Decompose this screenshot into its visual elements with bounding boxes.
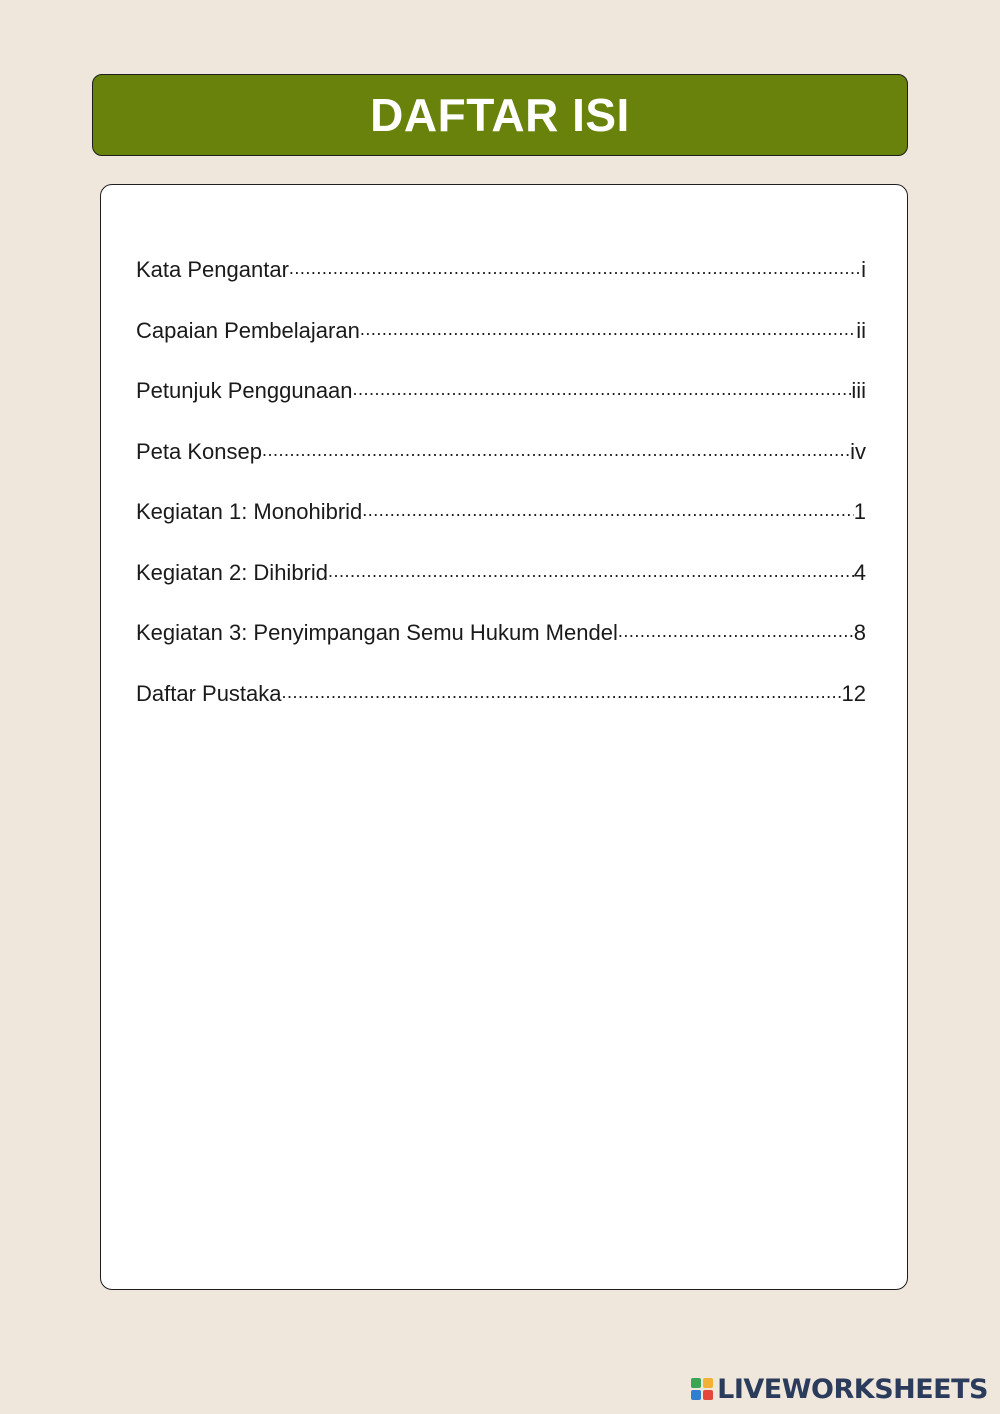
logo-square — [691, 1378, 701, 1388]
logo-square — [703, 1390, 713, 1400]
toc-entry-page: 1 — [853, 499, 866, 524]
toc-leader-dots — [360, 316, 856, 338]
toc-entry-page: ii — [856, 317, 866, 343]
toc-leader-dots — [618, 618, 854, 640]
toc-entry — [136, 497, 866, 558]
toc-entry-label: Kegiatan 3: Penyimpangan Semu Hukum Mendel — [136, 620, 618, 645]
toc-leader-dots — [262, 437, 850, 459]
logo-square — [703, 1378, 713, 1388]
toc-entry — [136, 618, 866, 679]
toc-leader-dots — [282, 679, 842, 701]
toc-entry-label: Petunjuk Penggunaan — [136, 378, 353, 403]
toc-entry-label: Peta Konsep — [136, 438, 262, 464]
toc-entry — [136, 316, 866, 377]
brand-name: LIVEWORKSHEETS — [717, 1373, 988, 1405]
toc-entry — [136, 376, 866, 437]
toc-entry-page: 12 — [841, 680, 866, 706]
toc-entry — [136, 255, 866, 316]
toc-list — [136, 255, 866, 739]
liveworksheets-brand[interactable] — [691, 1374, 988, 1404]
page-title: DAFTAR ISI — [370, 89, 630, 141]
toc-leader-dots — [362, 497, 853, 519]
toc-entry-label: Kegiatan 2: Dihibrid — [136, 559, 329, 585]
toc-entry-page: iv — [850, 438, 866, 464]
toc-box — [100, 184, 908, 1290]
toc-entry — [136, 558, 866, 619]
toc-entry — [136, 679, 866, 740]
toc-entry-page: 4 — [853, 559, 866, 585]
toc-entry-page: iii — [851, 378, 866, 403]
toc-entry-label: Daftar Pustaka — [136, 680, 282, 706]
toc-entry-page: 8 — [853, 620, 866, 645]
toc-entry-label: Capaian Pembelajaran — [136, 317, 360, 343]
toc-leader-dots — [328, 558, 854, 580]
logo-square — [691, 1390, 701, 1400]
toc-leader-dots — [289, 255, 861, 277]
toc-entry-label: Kata Pengantar — [136, 257, 289, 282]
title-banner — [92, 74, 908, 156]
toc-leader-dots — [353, 376, 852, 398]
liveworksheets-logo-icon — [691, 1378, 713, 1400]
toc-entry — [136, 437, 866, 498]
toc-entry-label: Kegiatan 1: Monohibrid — [136, 499, 363, 524]
toc-entry-page: i — [861, 257, 866, 282]
